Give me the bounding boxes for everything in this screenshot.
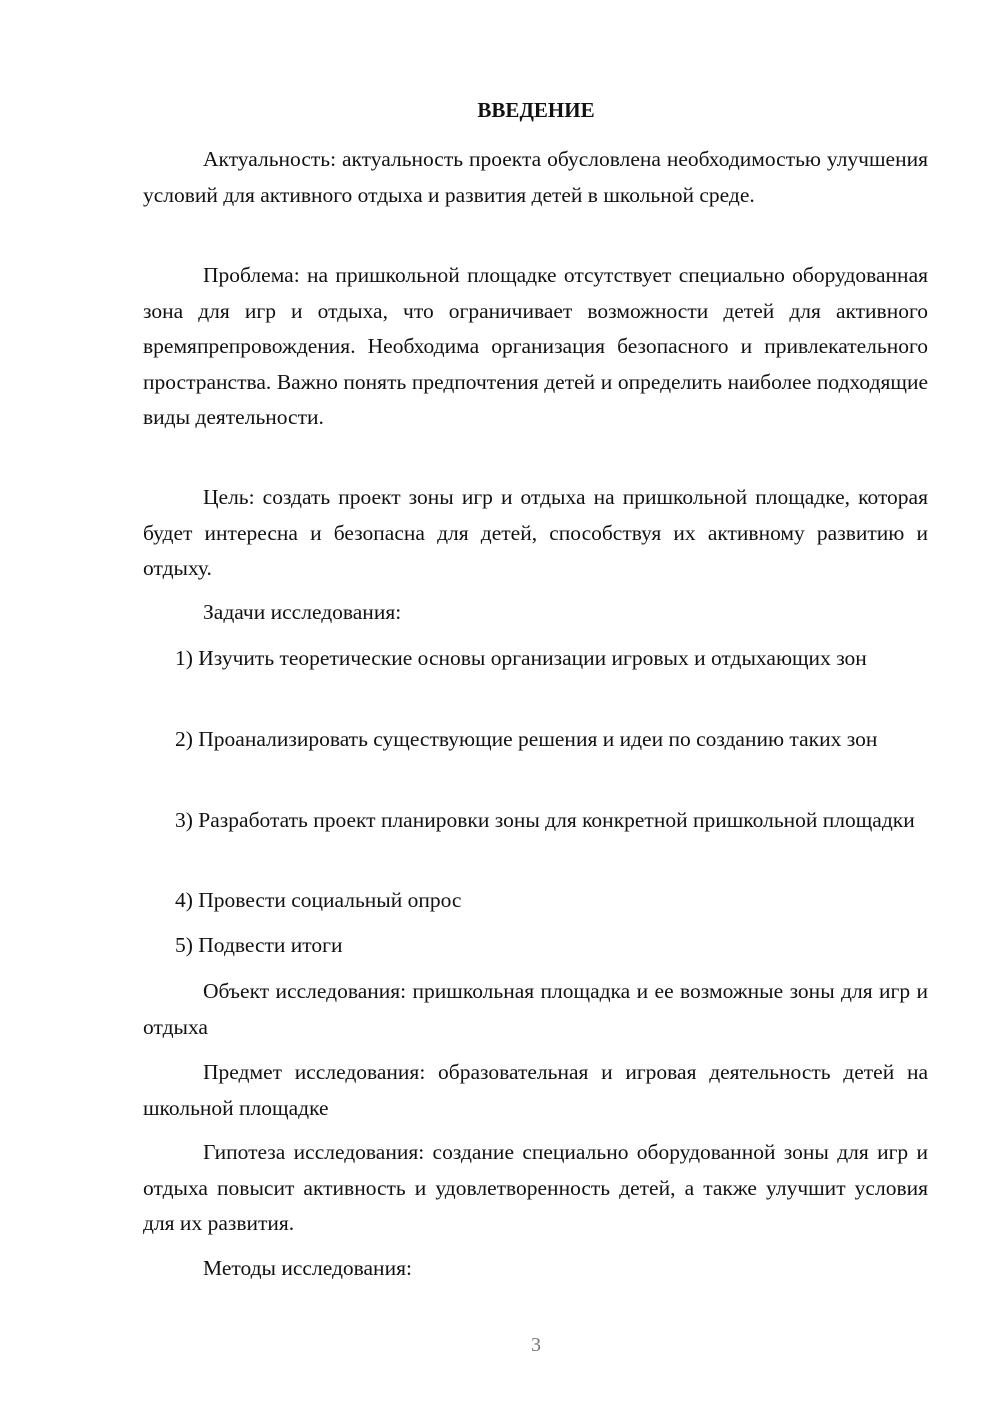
methods-heading: Методы исследования: xyxy=(203,1256,412,1280)
problem-paragraph: Проблема: на пришкольной площадке отсутствует специально оборудованная зона для игр и отдыха, что ограничивает возможности детей для активного времяпрепровождения. Необходима организация безопасного и привлекательного пространства. Важно понять предпочтения детей и определить наиболее подходящие виды деятельности. xyxy=(143,263,928,429)
relevance-paragraph: Актуальность: актуальность проекта обусловлена необходимостью улучшения условий для активного отдыха и развития детей в школьной среде. xyxy=(143,147,928,207)
task-item-1: 1) Изучить теоретические основы организации игровых и отдыхающих зон xyxy=(175,646,867,670)
task-item-2: 2) Проанализировать существующие решения и идеи по созданию таких зон xyxy=(175,727,878,751)
hypothesis-paragraph: Гипотеза исследования: создание специально оборудованной зоны для игр и отдыха повысит активность и удовлетворенность детей, а также улучшит условия для их развития. xyxy=(143,1140,928,1235)
task-item-4: 4) Провести социальный опрос xyxy=(175,888,462,912)
task-item-3: 3) Разработать проект планировки зоны для конкретной пришкольной площадки xyxy=(175,808,915,832)
page-number: 3 xyxy=(531,1334,541,1356)
tasks-heading: Задачи исследования: xyxy=(203,600,402,624)
subject-paragraph: Предмет исследования: образовательная и игровая деятельность детей на школьной площадке xyxy=(143,1060,928,1120)
goal-paragraph: Цель: создать проект зоны игр и отдыха на пришкольной площадке, которая будет интересна и безопасна для детей, способствуя их активному развитию и отдыху. xyxy=(143,485,928,580)
page-title: ВВЕДЕНИЕ xyxy=(477,98,595,122)
task-item-5: 5) Подвести итоги xyxy=(175,933,343,957)
object-paragraph: Объект исследования: пришкольная площадка и ее возможные зоны для игр и отдыха xyxy=(143,979,928,1039)
